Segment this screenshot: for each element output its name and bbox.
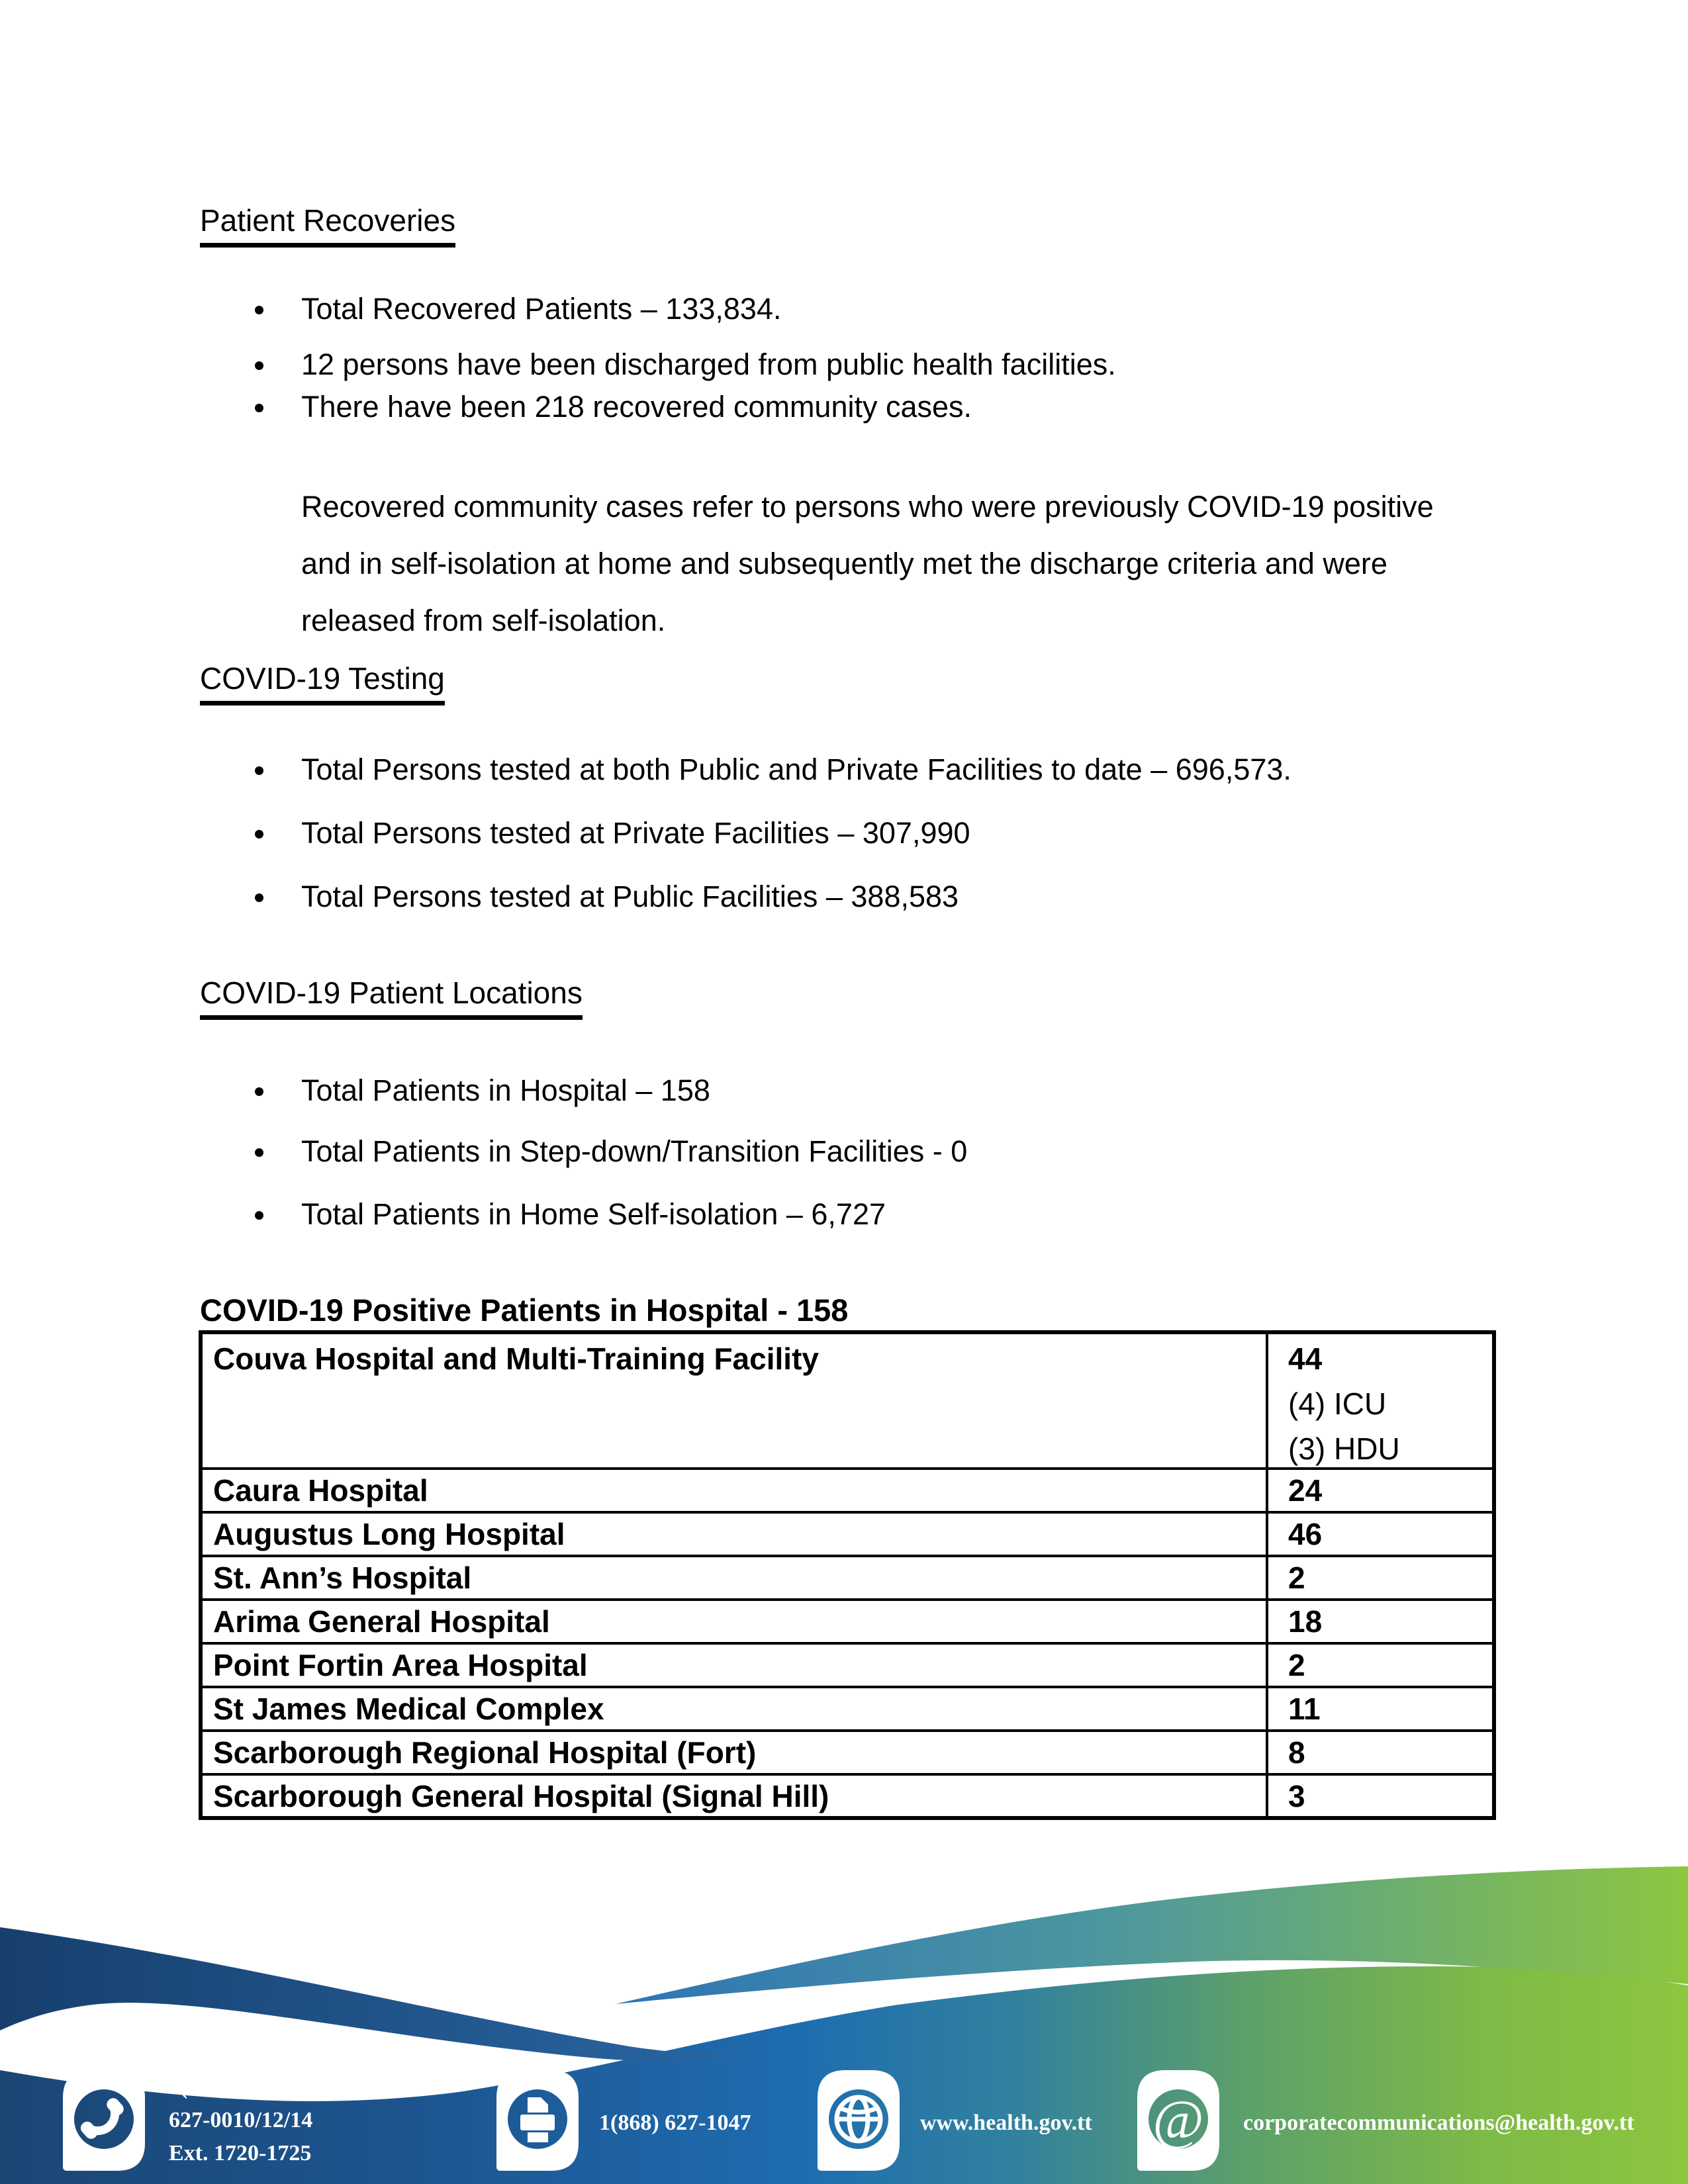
table-row — [201, 1512, 1494, 1556]
hospital-count-cell: 3 — [1267, 1774, 1494, 1818]
phone-number-line1: 1(868) 627-1047/ 623-8492 or — [169, 2075, 446, 2099]
list-item — [255, 752, 1291, 788]
bullet-icon — [255, 1211, 263, 1220]
hospital-count-cell: 18 — [1267, 1600, 1494, 1643]
hospital-name-cell: Couva Hospital and Multi-Training Facility — [201, 1332, 1267, 1469]
table-row — [201, 1687, 1494, 1731]
table-row — [201, 1600, 1494, 1643]
hospital-count-cell — [1267, 1332, 1494, 1469]
bullet-text: There have been 218 recovered community cases. — [301, 390, 972, 424]
hospital-count-cell: 8 — [1267, 1731, 1494, 1774]
hospital-table — [199, 1330, 1496, 1820]
phone-number-line2: 627-0010/12/14 — [169, 2108, 313, 2132]
bullet-text: 12 persons have been discharged from public health facilities. — [301, 347, 1116, 381]
email-address: corporatecommunications@health.gov.tt — [1243, 2111, 1634, 2135]
list-item — [255, 389, 972, 425]
table-row — [201, 1556, 1494, 1600]
section-heading-patient-recoveries: Patient Recoveries — [200, 203, 455, 248]
note-paragraph-line: and in self-isolation at home and subsequently met the discharge criteria and were — [301, 547, 1387, 580]
bullet-icon — [255, 1087, 263, 1096]
bullet-text: Total Patients in Home Self-isolation – 6,727 — [301, 1197, 886, 1231]
hospital-count-cell: 2 — [1267, 1556, 1494, 1600]
bullet-text: Total Patients in Step-down/Transition Facilities - 0 — [301, 1134, 968, 1168]
list-item — [255, 347, 1116, 383]
list-item — [255, 815, 970, 851]
bullet-icon — [255, 766, 263, 775]
bullet-icon — [255, 1148, 263, 1157]
table-row — [201, 1332, 1494, 1469]
bullet-text: Total Persons tested at Public Facilities – 388,583 — [301, 880, 959, 913]
list-item — [255, 1197, 886, 1232]
count-detail-icu: (4) ICU — [1288, 1387, 1387, 1421]
count-value: 44 — [1288, 1342, 1323, 1376]
hospital-count-cell: 11 — [1267, 1687, 1494, 1731]
hospital-name-cell: St James Medical Complex — [201, 1687, 1267, 1731]
table-row — [201, 1643, 1494, 1687]
bullet-icon — [255, 893, 263, 902]
list-item — [255, 1073, 710, 1109]
section-heading-covid-testing: COVID-19 Testing — [200, 660, 445, 705]
count-detail-hdu: (3) HDU — [1288, 1432, 1400, 1466]
bullet-icon — [255, 404, 263, 412]
note-paragraph-line: Recovered community cases refer to persons who were previously COVID-19 positive — [301, 490, 1434, 523]
at-glyph: @ — [1152, 2089, 1204, 2151]
bullet-icon — [255, 361, 263, 370]
hospital-count-cell: 2 — [1267, 1643, 1494, 1687]
hospital-name-cell: Scarborough Regional Hospital (Fort) — [201, 1731, 1267, 1774]
list-item — [255, 291, 781, 327]
hospital-name-cell: Augustus Long Hospital — [201, 1512, 1267, 1556]
table-row — [201, 1469, 1494, 1512]
bullet-icon — [255, 306, 263, 314]
bullet-text: Total Recovered Patients – 133,834. — [301, 292, 782, 326]
bullet-text: Total Patients in Hospital – 158 — [301, 1073, 710, 1107]
list-item — [255, 1134, 967, 1169]
hospital-count-cell: 24 — [1267, 1469, 1494, 1512]
table-row — [201, 1731, 1494, 1774]
note-paragraph-line: released from self-isolation. — [301, 604, 666, 637]
hospital-name-cell: Point Fortin Area Hospital — [201, 1643, 1267, 1687]
list-item — [255, 879, 959, 915]
section-heading-patient-locations: COVID-19 Patient Locations — [200, 975, 583, 1020]
table-row — [201, 1774, 1494, 1818]
phone-number-line3: Ext. 1720-1725 — [169, 2141, 312, 2165]
bullet-text: Total Persons tested at both Public and Private Facilities to date – 696,573. — [301, 752, 1291, 786]
footer-navy-swoosh — [0, 1927, 761, 2061]
fax-number: 1(868) 627-1047 — [599, 2111, 751, 2135]
hospital-table-title: COVID-19 Positive Patients in Hospital - 158 — [200, 1293, 849, 1328]
bullet-text: Total Persons tested at Private Facilities – 307,990 — [301, 816, 970, 850]
hospital-name-cell: Caura Hospital — [201, 1469, 1267, 1512]
hospital-name-cell: Scarborough General Hospital (Signal Hill) — [201, 1774, 1267, 1818]
hospital-count-cell: 46 — [1267, 1512, 1494, 1556]
hospital-name-cell: Arima General Hospital — [201, 1600, 1267, 1643]
footer-wave-banner — [0, 1840, 1688, 2184]
hospital-name-cell: St. Ann’s Hospital — [201, 1556, 1267, 1600]
bullet-icon — [255, 830, 263, 839]
website-url: www.health.gov.tt — [920, 2111, 1092, 2135]
